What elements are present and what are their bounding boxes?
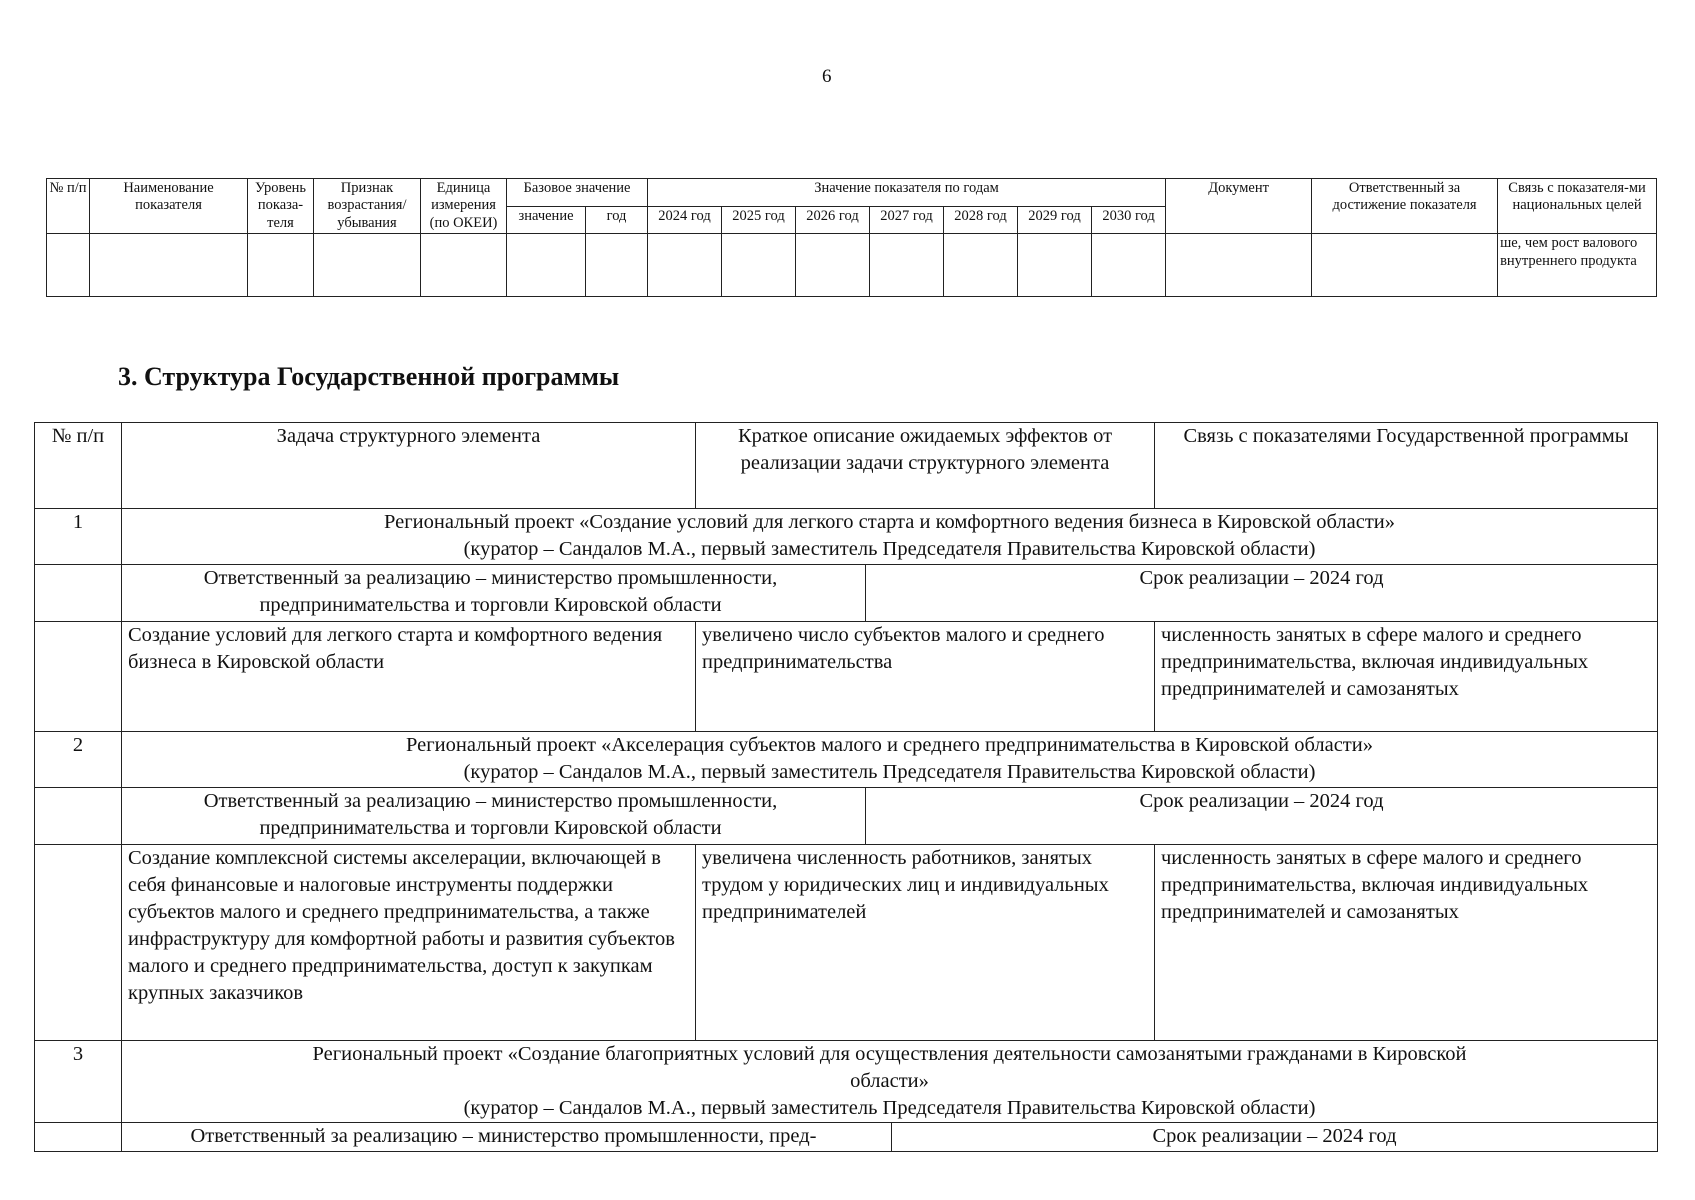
header-base: Базовое значение (507, 179, 648, 207)
link-cell: численность занятых в сфере малого и среднего предпринимательства, включая индивидуальных предпринимателей и самозанятых (1155, 845, 1658, 1041)
structure-table (34, 422, 1658, 1152)
term-text: Срок реализации – 2024 год (1139, 790, 1384, 812)
term-text: Срок реализации – 2024 год (1139, 567, 1384, 589)
header-effects: Краткое описание ожидаемых эффектов от реализации задачи структурного элемента (696, 423, 1155, 509)
task-cell: Создание комплексной системы акселерации, включающей в себя финансовые и налоговые инструменты поддержки субъектов малого и среднего предпринимательства, а также инфраструктуру для комфортной работы и развития субъектов малого и среднего предпринимательства, доступ к закупкам крупных заказчиков (122, 845, 696, 1041)
header-level: Уровень показа-теля (248, 179, 314, 234)
header-sign: Признак возрастания/ убывания (314, 179, 421, 234)
header-year: 2026 год (796, 206, 870, 234)
project-curator: (куратор – Сандалов М.А., первый заместитель Председателя Правительства Кировской области) (463, 761, 1316, 784)
cell (421, 234, 507, 297)
cell (1166, 234, 1312, 297)
responsible-cell (122, 565, 1658, 622)
header-link: Связь с показателями Государственной программы (1155, 423, 1658, 509)
indicator-table (46, 178, 1657, 297)
cell (507, 234, 586, 297)
header-name: Наименование показателя (90, 179, 248, 234)
header-link: Связь с показателя-ми национальных целей (1498, 179, 1657, 234)
project-title-cell (122, 732, 1658, 788)
header-years-group: Значение показателя по годам (648, 179, 1166, 207)
task-cell: Создание условий для легкого старта и комфортного ведения бизнеса в Кировской области (122, 622, 696, 732)
section-title: 3. Структура Государственной программы (118, 362, 620, 391)
project-title: Региональный проект «Акселерация субъектов малого и среднего предпринимательства в Кировской области» (405, 734, 1373, 756)
cell (1018, 234, 1092, 297)
cell (870, 234, 944, 297)
responsible-row (35, 1123, 1658, 1152)
table-row (47, 234, 1657, 297)
project-num: 3 (35, 1041, 122, 1123)
header-num: № п/п (47, 179, 90, 234)
project-num: 2 (35, 732, 122, 788)
header-base-value: значение (507, 206, 586, 234)
cell (314, 234, 421, 297)
link-cell: ше, чем рост валового внутреннего продукта (1498, 234, 1657, 297)
project-title-cell (122, 509, 1658, 565)
header-year: 2028 год (944, 206, 1018, 234)
header-year: 2025 год (722, 206, 796, 234)
responsible-cell (122, 1123, 1658, 1152)
cell (1312, 234, 1498, 297)
project-num: 1 (35, 509, 122, 565)
responsible-row (35, 565, 1658, 622)
cell (35, 845, 122, 1041)
cell (586, 234, 648, 297)
cell (722, 234, 796, 297)
cell (35, 622, 122, 732)
effect-cell: увеличено число субъектов малого и среднего предпринимательства (696, 622, 1155, 732)
task-row (35, 845, 1658, 1041)
cell (944, 234, 1018, 297)
responsible-row (35, 788, 1658, 845)
header-year: 2030 год (1092, 206, 1166, 234)
responsible-text: Ответственный за реализацию – министерство промышленности, предпринимательства и торговли Кировской области (122, 565, 866, 621)
responsible-text: Ответственный за реализацию – министерство промышленности, предпринимательства и торговли Кировской области (122, 788, 866, 844)
cell (90, 234, 248, 297)
responsible-text: Ответственный за реализацию – министерство промышленности, пред- (122, 1123, 892, 1151)
link-cell: численность занятых в сфере малого и среднего предпринимательства, включая индивидуальных предпринимателей и самозанятых (1155, 622, 1658, 732)
header-task: Задача структурного элемента (122, 423, 696, 509)
task-row (35, 622, 1658, 732)
project-curator: (куратор – Сандалов М.А., первый заместитель Председателя Правительства Кировской области) (463, 538, 1316, 561)
cell (648, 234, 722, 297)
page-number: 6 (822, 66, 832, 87)
project-curator: (куратор – Сандалов М.А., первый заместитель Председателя Правительства Кировской области) (463, 1097, 1316, 1120)
header-document: Документ (1166, 179, 1312, 234)
cell (35, 788, 122, 845)
effect-cell: увеличена численность работников, занятых трудом у юридических лиц и индивидуальных предпринимателей (696, 845, 1155, 1041)
cell (796, 234, 870, 297)
project-title-cell (122, 1041, 1658, 1123)
header-year: 2024 год (648, 206, 722, 234)
project-row (35, 509, 1658, 565)
project-title: Региональный проект «Создание условий для легкого старта и комфортного ведения бизнеса в Кировской области» (383, 511, 1396, 533)
project-row (35, 1041, 1658, 1123)
project-title: Региональный проект «Создание благоприятных условий для осуществления деятельности самозанятыми гражданами в Кировской области» (312, 1043, 1467, 1093)
term-text: Срок реализации – 2024 год (1152, 1125, 1397, 1148)
header-num: № п/п (35, 423, 122, 509)
cell (248, 234, 314, 297)
cell (1092, 234, 1166, 297)
cell (35, 565, 122, 622)
header-year: 2029 год (1018, 206, 1092, 234)
header-year: 2027 год (870, 206, 944, 234)
cell (35, 1123, 122, 1152)
header-responsible: Ответственный за достижение показателя (1312, 179, 1498, 234)
cell (47, 234, 90, 297)
header-unit: Единица измерения (по ОКЕИ) (421, 179, 507, 234)
header-base-year: год (586, 206, 648, 234)
responsible-cell (122, 788, 1658, 845)
project-row (35, 732, 1658, 788)
